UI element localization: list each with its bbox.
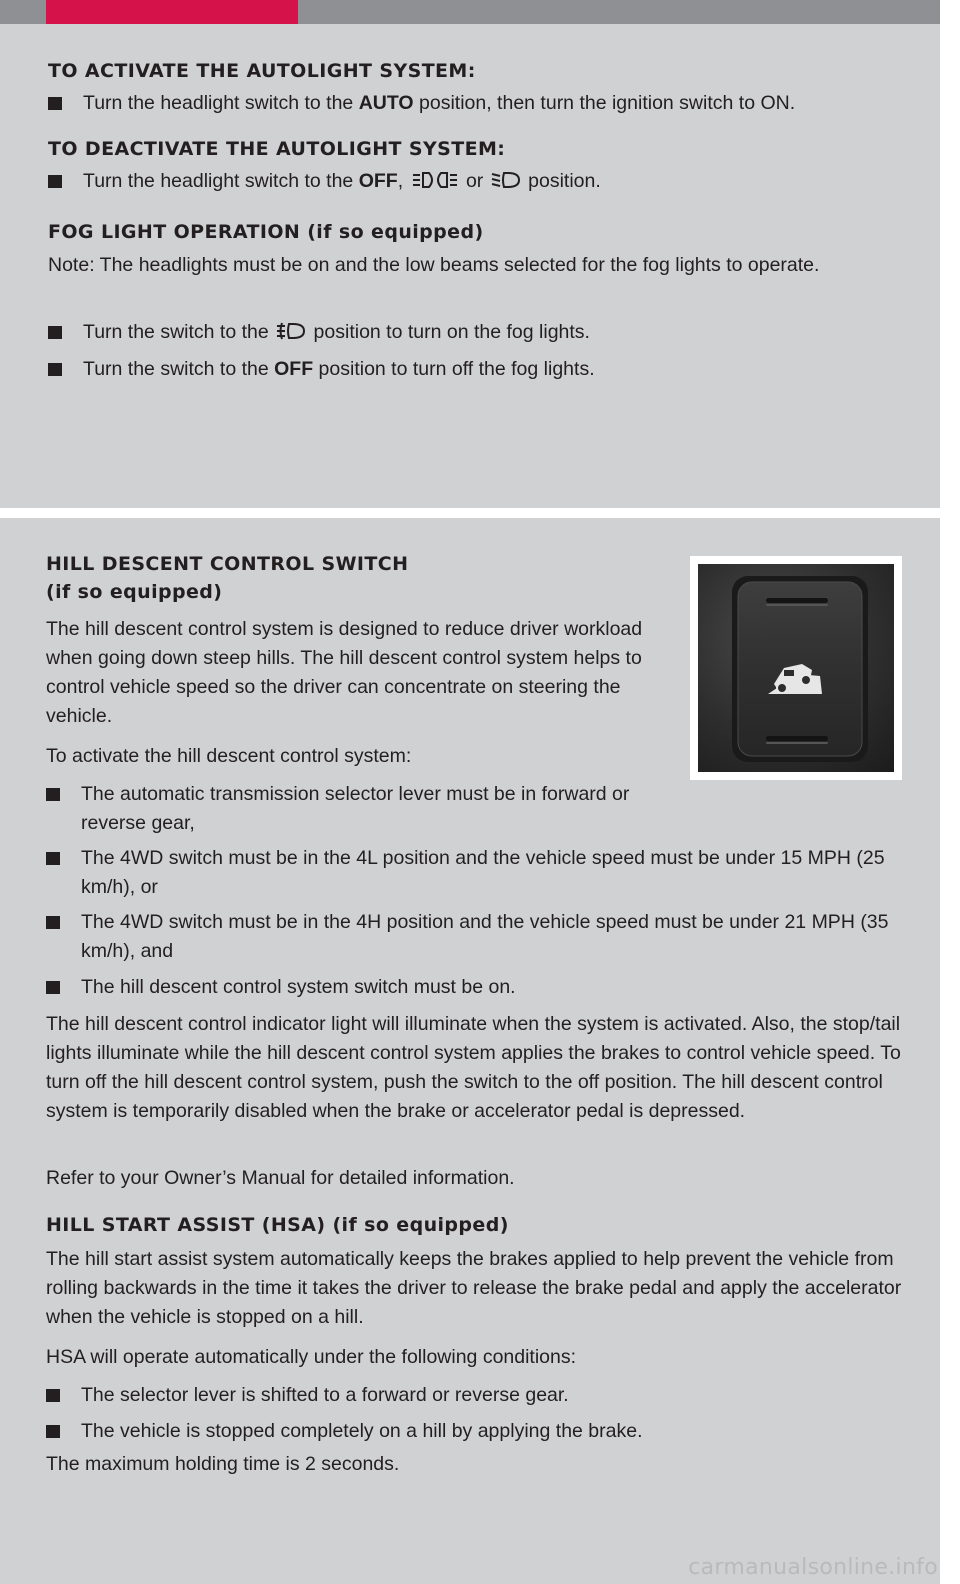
hill-descent-switch-photo-frame	[690, 556, 902, 780]
hill-descent-condition: The automatic transmission selector lever must be in forward or reverse gear,	[46, 780, 661, 838]
headlight-icon	[491, 170, 521, 190]
parking-light-icon	[411, 170, 459, 190]
bullet-square	[48, 363, 62, 376]
deactivate-autolight-step: Turn the headlight switch to the OFF, or position.	[48, 167, 943, 196]
watermark: carmanualsonline.info	[688, 1555, 938, 1580]
fog-light-heading: FOG LIGHT OPERATION (if so equipped)	[48, 221, 484, 243]
bullet-square	[46, 981, 60, 994]
hsa-condition: The selector lever is shifted to a forward or reverse gear.	[46, 1381, 943, 1410]
bullet-square	[48, 326, 62, 339]
hill-descent-indicator-paragraph: The hill descent control indicator light will illuminate when the system is activated. Also, the stop/tail lights illuminate while the hill descent control system applies the brakes to control vehicle speed. To turn off the hill descent control system, push the switch to the off position. The hill descent control system is temporarily disabled when the brake or accelerator pedal is depressed.	[46, 1013, 901, 1122]
fog-light-off-step: Turn the switch to the OFF position to turn off the fog lights.	[48, 355, 943, 384]
fog-light-icon	[276, 321, 306, 341]
owners-manual-reference: Refer to your Owner’s Manual for detailed information.	[46, 1167, 515, 1189]
bullet-square	[48, 175, 62, 188]
top-bar-accent	[46, 0, 298, 24]
bullet-square	[46, 788, 60, 801]
bullet-square	[46, 852, 60, 865]
hill-descent-activate-intro: To activate the hill descent control system:	[46, 745, 412, 767]
hill-descent-heading: HILL DESCENT CONTROL SWITCH	[46, 553, 409, 575]
hill-descent-switch-illustration	[698, 564, 894, 772]
bullet-square	[46, 916, 60, 929]
hsa-conditions-intro: HSA will operate automatically under the following conditions:	[46, 1346, 577, 1368]
hill-descent-intro: The hill descent control system is designed to reduce driver workload when going down steep hills. The hill descent control system helps to control vehicle speed so the driver can concentrate on steering the vehicle.	[46, 618, 643, 727]
hill-descent-condition: The 4WD switch must be in the 4H position and the vehicle speed must be under 21 MPH (35 km/h), and	[46, 908, 943, 966]
deactivate-autolight-heading: TO DEACTIVATE THE AUTOLIGHT SYSTEM:	[48, 138, 506, 160]
hsa-max-holding-time: The maximum holding time is 2 seconds.	[46, 1453, 400, 1475]
bullet-square	[48, 97, 62, 110]
hill-descent-condition: The hill descent control system switch must be on.	[46, 973, 943, 1002]
hill-start-assist-heading: HILL START ASSIST (HSA) (if so equipped)	[46, 1214, 509, 1236]
activate-autolight-step: Turn the headlight switch to the AUTO position, then turn the ignition switch to ON.	[48, 89, 943, 118]
activate-autolight-heading: TO ACTIVATE THE AUTOLIGHT SYSTEM:	[48, 60, 476, 82]
fog-light-on-step: Turn the switch to the position to turn on the fog lights.	[48, 318, 943, 347]
bullet-square	[46, 1389, 60, 1402]
top-bar	[0, 0, 940, 24]
hill-descent-heading-equipped: (if so equipped)	[46, 581, 223, 603]
bullet-square	[46, 1425, 60, 1438]
hill-descent-condition: The 4WD switch must be in the 4L position and the vehicle speed must be under 15 MPH (25 km/h), or	[46, 844, 943, 902]
hill-descent-switch-photo	[698, 564, 894, 772]
hsa-condition: The vehicle is stopped completely on a hill by applying the brake.	[46, 1417, 943, 1446]
hill-start-assist-intro: The hill start assist system automatically keeps the brakes applied to help prevent the vehicle from rolling backwards in the time it takes the driver to release the brake pedal and apply the accelerator when the vehicle is stopped on a hill.	[46, 1248, 902, 1328]
fog-light-note: Note: The headlights must be on and the low beams selected for the fog lights to operate.	[48, 254, 820, 276]
